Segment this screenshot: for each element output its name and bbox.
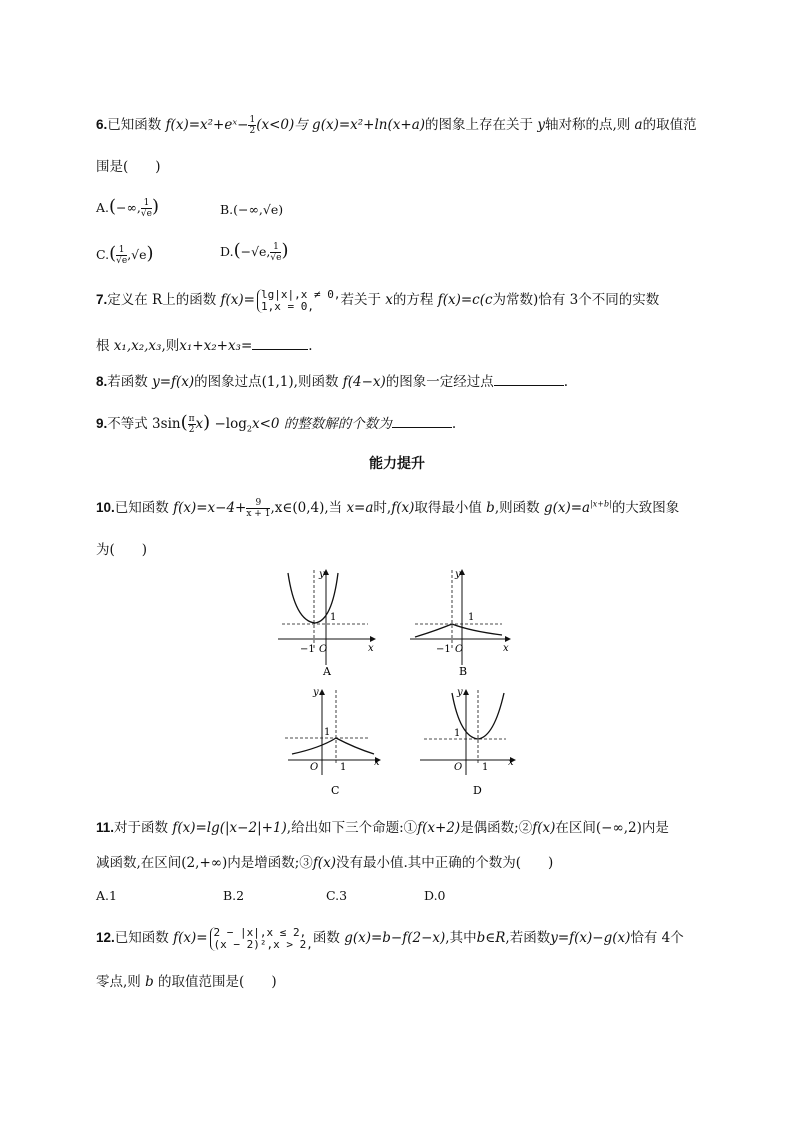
q11-number: 11. [96, 820, 115, 835]
q10-graphs [270, 565, 530, 800]
q10-line2: 为( ) [96, 542, 148, 558]
svg-text:x: x [508, 757, 514, 768]
graph-c[interactable] [285, 687, 380, 797]
q6-a: a [634, 117, 643, 133]
q6-text3: 轴对称的点,则 [544, 117, 631, 133]
svg-text:−1: −1 [436, 644, 451, 655]
q9-line: 9.不等式 3sin( $\frac{\pi}{2}$ $x) -\log_2x<0$ 的整数解的个数为 . [96, 412, 457, 435]
q6-option-b[interactable]: B.(−∞,√e) [220, 202, 284, 217]
svg-text:O: O [455, 644, 464, 655]
graph-a[interactable] [278, 569, 375, 678]
q6-text: 已知函数 [107, 117, 162, 133]
q6-text2: 的图象上存在关于 [425, 117, 534, 133]
svg-text:1: 1 [468, 612, 475, 623]
svg-text:x: x [374, 757, 380, 768]
svg-text:1: 1 [482, 762, 489, 773]
q8-answer-blank[interactable] [494, 373, 564, 386]
graph-d[interactable] [420, 687, 515, 797]
q10-number: 10. [96, 500, 115, 515]
svg-text:x: x [368, 643, 374, 654]
q10-line1: 10.已知函数 f(x)=x−4+ $\frac{9}{x + 1}$ ,x∈(0,4),当 x=a时,f(x)取得最小值 b,则函数 $g(x)=a^{|x+b|}$的大致图象 [96, 498, 680, 519]
q12-piecewise: 2 − |x|,x ≤ 2, (x − 2)²,x > 2, [210, 927, 313, 951]
q6-option-c[interactable]: C.( $\frac{1}{√e}$ ,√e) [96, 243, 154, 266]
svg-text:y: y [455, 569, 461, 580]
q6-line1 [96, 113, 697, 136]
svg-text:y: y [319, 569, 325, 580]
q6-y: y [537, 117, 545, 133]
graph-d-label: D [473, 784, 482, 797]
q12-number: 12. [96, 930, 115, 945]
q11-line1: 11.对于函数 f(x)=lg(|x−2|+1),给出如下三个命题:①f(x+2)是偶函数;②f(x)在区间(−∞,2)内是 [96, 820, 669, 836]
svg-text:1: 1 [324, 727, 331, 738]
svg-text:y: y [313, 687, 319, 698]
q8-line: 8.若函数 y=f(x)的图象过点(1,1),则函数 f(4−x)的图象一定经过点 . [96, 374, 569, 390]
q8-number: 8. [96, 374, 108, 389]
svg-text:y: y [457, 687, 463, 698]
q11-option-b[interactable]: B.2 [223, 888, 245, 903]
q6-text4: 的取值范 [642, 117, 697, 133]
q11-line2: 减函数,在区间(2,+∞)内是增函数;③f(x)没有最小值.其中正确的个数为( ) [96, 855, 554, 871]
q9-number: 9. [96, 416, 108, 431]
q11-option-a[interactable]: A.1 [96, 888, 117, 903]
q6-cond: (x<0)与 [256, 117, 308, 133]
graph-a-one: 1 [330, 612, 337, 623]
q11-option-c[interactable]: C.3 [326, 888, 348, 903]
q12-line2: 零点,则 b 的取值范围是( ) [96, 974, 277, 990]
q7-number: 7. [96, 292, 108, 307]
svg-text:x: x [503, 643, 509, 654]
q12-line1: 12.已知函数 f(x)= 2 − |x|,x ≤ 2, (x − 2)²,x > 2, 函数 g(x)=b−f(2−x),其中b∈R,若函数y=f(x)−g(x)恰有 4个 [96, 925, 684, 951]
svg-text:1: 1 [454, 728, 461, 739]
q6-line2: 围是( ) [96, 159, 161, 175]
svg-text:O: O [310, 762, 319, 773]
graph-b[interactable] [410, 569, 510, 678]
q6-half: $\frac{1}{2}$ [249, 115, 256, 136]
svg-text:1: 1 [340, 762, 347, 773]
q6-g-expr: g(x)=x²+ln(x+a) [312, 117, 426, 133]
graph-a-neg-one: −1 [300, 644, 315, 655]
svg-text:O: O [454, 762, 463, 773]
q6-number: 6. [96, 117, 108, 132]
graph-c-label: C [331, 784, 340, 797]
q6-f-expr: f(x)=x²+eˣ− [165, 117, 249, 133]
q9-answer-blank[interactable] [392, 415, 452, 428]
section-title: 能力提升 [369, 456, 425, 472]
q6-option-a[interactable]: A.(−∞, $\frac{1}{√e}$ ) [96, 196, 160, 219]
q7-line2: 根 x₁,x₂,x₃,则x₁+x₂+x₃= . [96, 338, 313, 354]
svg-text:O: O [319, 644, 328, 655]
q7-answer-blank[interactable] [252, 337, 308, 350]
q6-option-d[interactable]: D.(−√e, $\frac{1}{√e}$ ) [220, 240, 289, 263]
q7-line1: 7.定义在 R上的函数 f(x)= lg|x|,x ≠ 0, 1,x = 0, 若关于 x的方程 f(x)=c(c为常数)恰有 3个不同的实数 [96, 287, 660, 313]
graph-b-label: B [459, 665, 468, 678]
graph-a-label: A [323, 665, 331, 678]
q11-option-d[interactable]: D.0 [424, 888, 446, 903]
q7-piecewise: lg|x|,x ≠ 0, 1,x = 0, [257, 289, 340, 313]
